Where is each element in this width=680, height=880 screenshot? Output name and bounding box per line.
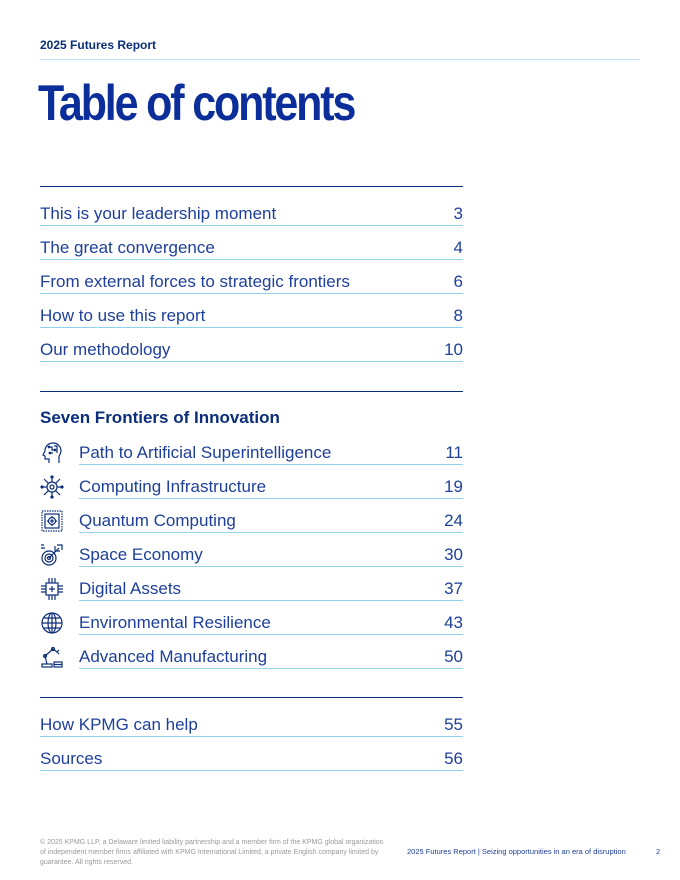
brain-head-icon xyxy=(40,441,64,465)
footer-report-line: 2025 Futures Report | Seizing opportunities in an era of disruption xyxy=(407,847,626,856)
toc-item-page: 19 xyxy=(444,477,463,496)
toc-item-sources[interactable] xyxy=(40,746,463,771)
toc-item-page: 30 xyxy=(444,545,463,564)
toc-item-how-to-use[interactable] xyxy=(40,303,463,328)
toc-item-page: 43 xyxy=(444,613,463,632)
frontiers-heading: Seven Frontiers of Innovation xyxy=(40,408,280,427)
toc-item-page: 56 xyxy=(444,749,463,768)
satellite-dish-icon xyxy=(40,543,64,567)
footer-legal-text: © 2025 KPMG LLP, a Delaware limited liability partnership and a member firm of the KPMG global organization of independent member firms affiliated with KPMG International Limited, a private English company limited by guarantee. All rights reserved. xyxy=(40,839,384,866)
toc-item-label: Our methodology xyxy=(40,340,171,359)
toc-item-how-kpmg-can-help[interactable] xyxy=(40,712,463,737)
toc-item-label: Space Economy xyxy=(79,545,203,564)
toc-item-label: How to use this report xyxy=(40,306,206,325)
robot-arm-icon xyxy=(40,645,64,669)
circuit-chip-icon xyxy=(40,577,64,601)
header-divider xyxy=(40,59,640,60)
section-divider xyxy=(40,186,463,187)
toc-item-environmental-resilience[interactable] xyxy=(79,610,463,635)
toc-item-great-convergence[interactable] xyxy=(40,235,463,260)
toc-item-label: Environmental Resilience xyxy=(79,613,271,632)
toc-item-page: 8 xyxy=(453,306,463,325)
section-divider xyxy=(40,697,463,698)
toc-item-page: 3 xyxy=(453,204,463,223)
toc-item-label: Computing Infrastructure xyxy=(79,477,267,496)
toc-item-external-forces[interactable] xyxy=(40,269,463,294)
toc-item-methodology[interactable] xyxy=(40,337,463,362)
toc-item-computing-infrastructure[interactable] xyxy=(79,474,463,499)
toc-item-page: 50 xyxy=(444,647,463,666)
toc-item-label: Quantum Computing xyxy=(79,511,236,530)
toc-item-page: 4 xyxy=(453,238,463,257)
toc-item-label: How KPMG can help xyxy=(40,715,198,734)
report-header-title: 2025 Futures Report xyxy=(40,38,157,52)
toc-item-label: Path to Artificial Superintelligence xyxy=(79,443,332,462)
toc-item-label: The great convergence xyxy=(40,238,215,257)
globe-icon xyxy=(40,611,64,635)
toc-item-page: 24 xyxy=(444,511,463,530)
toc-item-page: 55 xyxy=(444,715,463,734)
toc-item-digital-assets[interactable] xyxy=(79,576,463,601)
toc-item-space-economy[interactable] xyxy=(79,542,463,567)
footer-page-number: 2 xyxy=(656,847,661,856)
toc-item-label: Digital Assets xyxy=(79,579,182,598)
network-hub-icon xyxy=(40,475,64,499)
toc-item-page: 11 xyxy=(445,443,463,462)
toc-item-label: Sources xyxy=(40,749,103,768)
toc-item-leadership-moment[interactable] xyxy=(40,201,463,226)
toc-item-page: 6 xyxy=(453,272,463,291)
toc-item-label: This is your leadership moment xyxy=(40,204,277,223)
toc-item-ai-superintelligence[interactable] xyxy=(79,440,463,465)
toc-item-advanced-manufacturing[interactable] xyxy=(79,644,463,669)
toc-item-quantum-computing[interactable] xyxy=(79,508,463,533)
toc-item-label: Advanced Manufacturing xyxy=(79,647,268,666)
page-title: Table of contents xyxy=(38,75,355,131)
toc-item-page: 37 xyxy=(444,579,463,598)
toc-item-page: 10 xyxy=(444,340,463,359)
quantum-chip-icon xyxy=(40,509,64,533)
toc-item-label: From external forces to strategic frontiers xyxy=(40,272,350,291)
section-divider xyxy=(40,391,463,392)
